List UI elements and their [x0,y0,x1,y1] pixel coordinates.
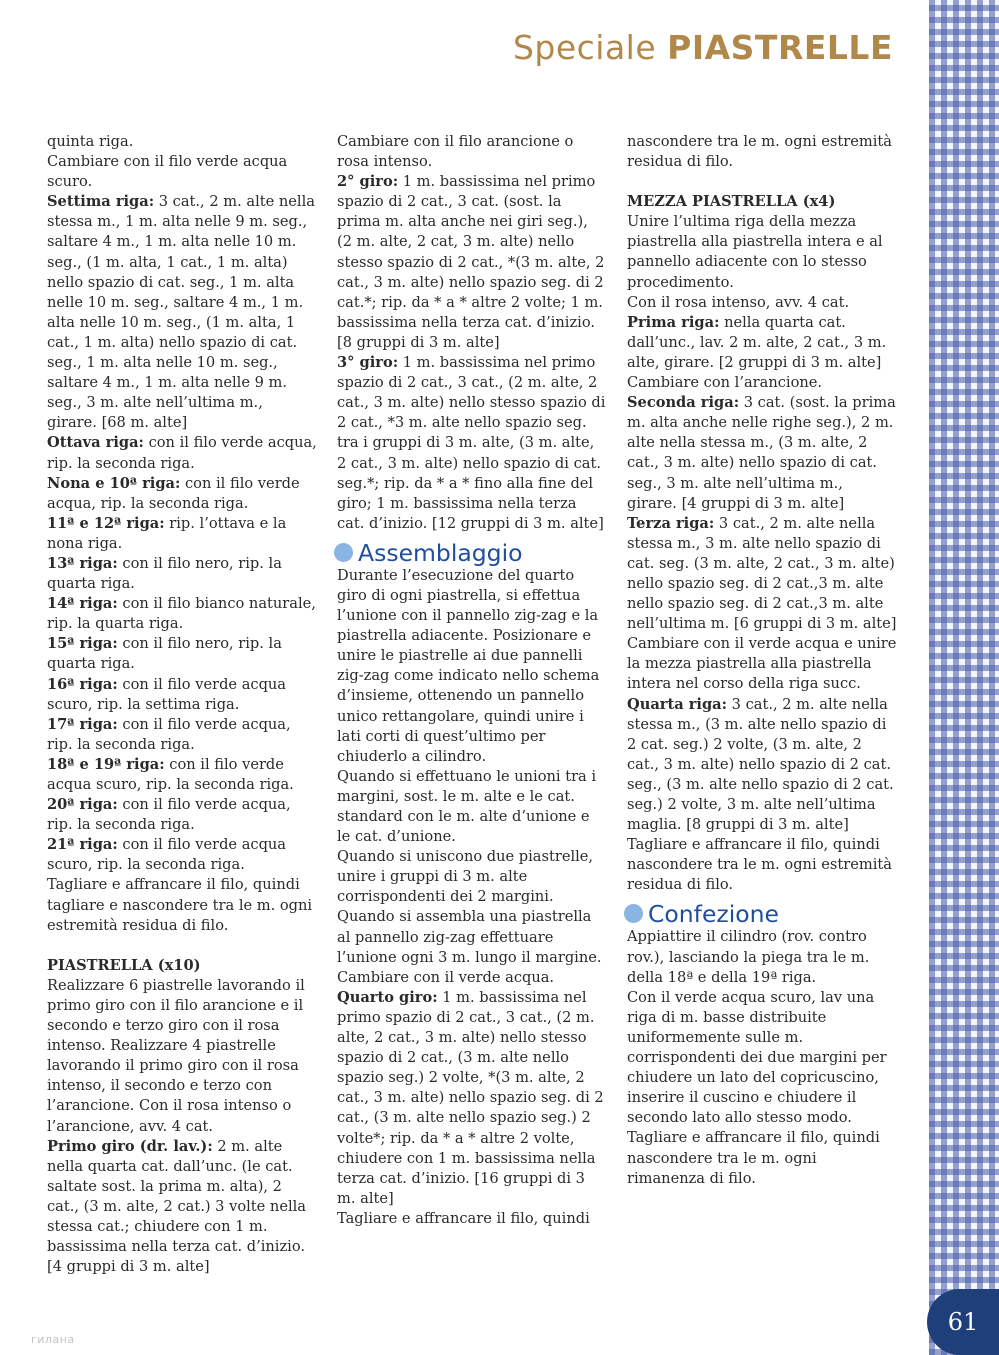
row-text: 1 m. bassissima nel primo spazio di 2 cat., 3 cat. (sost. la prima m. alta anche nei giri seg.), (2 m. alte, 2 cat, 3 m. alte) nello stesso spazio di 2 cat., *(3 m. alte, 2 cat., 3 m. alte) nello spazio seg. di 2 cat.*; rip. da * a * altre 2 volte; 1 m. bassissima nella terza cat. d’inizio. [8 gruppi di 3 m. alte] [337,173,605,351]
row-label: Settima riga: [47,193,155,211]
paragraph: Quando si effettuano le unioni tra i margini, sost. le m. alte e le cat. standard con le m. alte d’unione e le cat. d’unione. [337,767,597,846]
row-label: Seconda riga: [627,394,740,412]
row-text: 1 m. bassissima nel primo spazio di 2 cat., 3 cat., (2 m. alte, 2 cat., 3 m. alte) nello stesso spazio di 2 cat., *3 m. alte nello spazio seg. tra i gruppi di 3 m. alte, (3 m. alte, 2 cat., 3 m. alte) nello spazio di cat. seg.*; rip. da * a * fino alla fine del giro; 1 m. bassissima nella terza cat. d’inizio. [12 gruppi di 3 m. alte] [337,354,606,532]
row-text: nella quarta cat. dall’unc., lav. 2 m. alte, 2 cat., 3 m. alte, girare. [2 gruppi di 3 m. alte] [627,313,887,371]
row-text: con il filo bianco naturale, rip. la quarta riga. [47,595,316,633]
row-text: 1 m. bassissima nel primo spazio di 2 cat., 3 cat., (2 m. alte, 2 cat., 3 m. alte) nello stesso spazio di 2 cat., (3 m. alte nello spazio seg.) 2 volte, *(3 m. alte, 2 cat., 3 m. alte) nello spazio seg. di 2 cat., (3 m. alte nello spazio seg.) 2 volte*; rip. da * a * altre 2 volte, chiudere con 1 m. bassissima nella terza cat. d’inizio. [16 gruppi di 3 m. alte] [337,988,604,1207]
instruction-row [47,1137,317,1278]
row-label: Prima riga: [627,313,720,331]
section-heading-confezione [624,901,897,927]
instruction-row [627,313,897,373]
paragraph: Realizzare 6 piastrelle lavorando il primo giro con il filo arancione e il secondo e terzo giro con il rosa intenso. Realizzare 4 piastrelle lavorando il primo giro con il rosa intenso, il secondo e terzo con l’arancione. Con il rosa intenso o l’arancione, avv. 4 cat. [47,976,305,1135]
row-label: Nona e 10ª riga: [47,474,181,492]
row-text: con il filo verde acqua, rip. la seconda riga. [47,434,317,472]
row-text: con il filo verde acqua, rip. la seconda riga. [47,474,300,512]
paragraph: Cambiare con il filo arancione o rosa intenso. [337,133,574,171]
row-text: con il filo verde acqua, rip. la seconda riga. [47,715,291,753]
instruction-row [47,192,317,433]
paragraph: Tagliare e affrancare il filo, quindi [337,1209,590,1227]
page-number: 61 [947,1308,979,1336]
paragraph: Appiattire il cilindro (rov. contro rov.), lasciando la piega tra le m. della 18ª e della 19ª riga. [627,928,870,986]
instruction-row [337,353,607,534]
row-label: Primo giro (dr. lav.): [47,1137,213,1155]
row-label: 11ª e 12ª riga: [47,514,165,532]
row-label: 16ª riga: [47,675,118,693]
row-text: con il filo nero, rip. la quarta riga. [47,635,282,673]
instruction-row [47,715,317,755]
instruction-row [47,675,317,715]
bullet-icon [624,904,643,923]
paragraph: Tagliare e affrancare il filo, quindi tagliare e nascondere tra le m. ogni estremità residua di filo. [47,876,313,934]
row-label: 3° giro: [337,354,399,372]
instruction-row [627,695,897,836]
instruction-row [47,433,317,473]
row-label: 18ª e 19ª riga: [47,755,165,773]
row-label: 14ª riga: [47,595,118,613]
row-label: Quarto giro: [337,988,438,1006]
gingham-border [929,0,999,1355]
subsection-heading-text: MEZZA PIASTRELLA (x4) [627,193,836,211]
row-label: 15ª riga: [47,635,118,653]
row-label: Ottava riga: [47,434,144,452]
row-text: 3 cat. (sost. la prima m. alta anche nelle righe seg.), 2 m. alte nella stessa m., (3 m. alte, 2 cat., 3 m. alte) nello spazio di cat. seg., 3 m. alte nell’ultima m., girare. [4 gruppi di 3 m. alte] [627,394,896,512]
paragraph: Con il rosa intenso, avv. 4 cat. [627,293,850,311]
spacer [47,936,317,956]
row-text: rip. l’ottava e la nona riga. [47,514,287,552]
paragraph: Cambiare con l’arancione. [627,374,823,392]
instruction-row [47,795,317,835]
row-text: 3 cat., 2 m. alte nella stessa m., (3 m. alte nello spazio di 2 cat. seg.) 2 volte, (3 m. alte, 2 cat., 3 m. alte) nello spazio di 2 cat. seg., (3 m. alte nello spazio di 2 cat. seg.) 2 volte, 3 m. alte nell’ultima maglia. [8 gruppi di 3 m. alte] [627,695,894,834]
subsection-heading [47,956,317,976]
title-bold: PIASTRELLE [667,28,893,67]
row-label: Quarta riga: [627,695,728,713]
bullet-icon [334,543,353,562]
row-text: con il filo nero, rip. la quarta riga. [47,554,282,593]
section-heading-text: Confezione [648,900,780,929]
instruction-row [627,514,897,635]
paragraph: Con il verde acqua scuro, lav una riga di m. basse distribuite uniformemente sulle m. corrispondenti dei due margini per chiudere un lato del copricuscino, inserire il cuscino e chiudere il secondo lato allo stesso modo. [627,988,887,1127]
text-column-1 [47,132,317,1277]
paragraph: Durante l’esecuzione del quarto giro di ogni piastrella, si effettua l’unione con il pannello zig-zag e la piastrella adiacente. Posizionare e unire le piastrelle ai due pannelli zig-zag come indicato nello schema d’insieme, ottenendo un pannello unico rettangolare, quindi unire i lati corti di quest’ultimo per chiuderlo a cilindro. [337,566,600,765]
instruction-row [47,554,317,594]
row-text: 3 cat., 2 m. alte nella stessa m., 1 m. alta nelle 9 m. seg., saltare 4 m., 1 m. alta nelle 10 m. seg., (1 m. alta, 1 cat., 1 m. alta) nello spazio di cat. seg., 1 m. alta nelle 10 m. seg., saltare 4 m., 1 m. alta nelle 10 m. seg., (1 m. alta, 1 cat., 1 m. alta) nello spazio di cat. seg., 1 m. alta nelle 10 m. seg., saltare 4 m., 1 m. alta nelle 9 m. seg., 3 m. alte nell’ultima m., girare. [68 m. alte] [47,193,315,432]
instruction-row [47,594,317,634]
title-regular: Speciale [512,28,668,67]
row-label: 2° giro: [337,173,399,191]
instruction-row [47,634,317,674]
paragraph: Unire l’ultima riga della mezza piastrella alla piastrella intera e al pannello adiacente con lo stesso procedimento. [627,213,883,291]
row-text: 3 cat., 2 m. alte nella stessa m., 3 m. alte nello spazio di cat. seg. (3 m. alte, 2 cat., 3 m. alte) nello spazio seg. di 2 cat.,3 m. alte nello spazio seg. di 2 cat.,3 m. alte nell’ultima m. [6 gruppi di 3 m. alte] [627,514,897,633]
paragraph: Quando si uniscono due piastrelle, unire i gruppi di 3 m. alte corrispondenti dei 2 margini. [337,848,594,906]
row-text: con il filo verde acqua, rip. la seconda riga. [47,796,291,834]
subsection-heading-text: PIASTRELLA (x10) [47,956,201,974]
section-heading-text: Assemblaggio [358,538,523,567]
row-label: Terza riga: [627,514,715,532]
paragraph: Cambiare con il filo verde acqua scuro. [47,153,288,191]
row-text: con il filo verde acqua scuro, rip. la settima riga. [47,675,287,713]
paragraph: Cambiare con il verde acqua e unire la mezza piastrella alla piastrella intera nel corso della riga succ. [627,635,897,693]
instruction-row [47,755,317,795]
row-text: 2 m. alte nella quarta cat. dall’unc. (le cat. saltate sost. la prima m. alta), 2 cat., (3 m. alte, 2 cat.) 3 volte nella stessa cat.; chiudere con 1 m. bassissima nella terza cat. d’inizio. [4 gruppi di 3 m. alte] [47,1137,307,1276]
row-label: 20ª riga: [47,796,118,814]
page-title [513,28,893,67]
row-label: 13ª riga: [47,554,118,572]
spacer [627,172,897,192]
instruction-row [627,393,897,514]
page-number-badge [927,1289,999,1355]
paragraph: Quando si assembla una piastrella al pannello zig-zag effettuare l’unione ogni 3 m. lungo il margine. Cambiare con il verde acqua. [337,908,602,986]
instruction-row [47,474,317,514]
instruction-row [47,514,317,554]
instruction-row [337,988,607,1209]
row-text: con il filo verde acqua scuro, rip. la seconda riga. [47,755,294,793]
paragraph: Tagliare e affrancare il filo, quindi nascondere tra le m. ogni rimanenza di filo. [627,1129,880,1187]
paragraph: nascondere tra le m. ogni estremità residua di filo. [627,133,892,171]
paragraph: quinta riga. [47,133,134,150]
section-heading-assemblaggio [334,540,607,566]
instruction-row [47,835,317,875]
row-label: 21ª riga: [47,836,118,854]
row-label: 17ª riga: [47,715,118,733]
text-column-2 [337,132,607,1229]
paragraph: Tagliare e affrancare il filo, quindi nascondere tra le m. ogni estremità residua di filo. [627,836,892,894]
subsection-heading [627,192,897,212]
watermark: гилана [31,1333,75,1346]
row-text: con il filo verde acqua scuro, rip. la seconda riga. [47,836,287,874]
instruction-row [337,172,607,353]
text-column-3 [627,132,897,1189]
